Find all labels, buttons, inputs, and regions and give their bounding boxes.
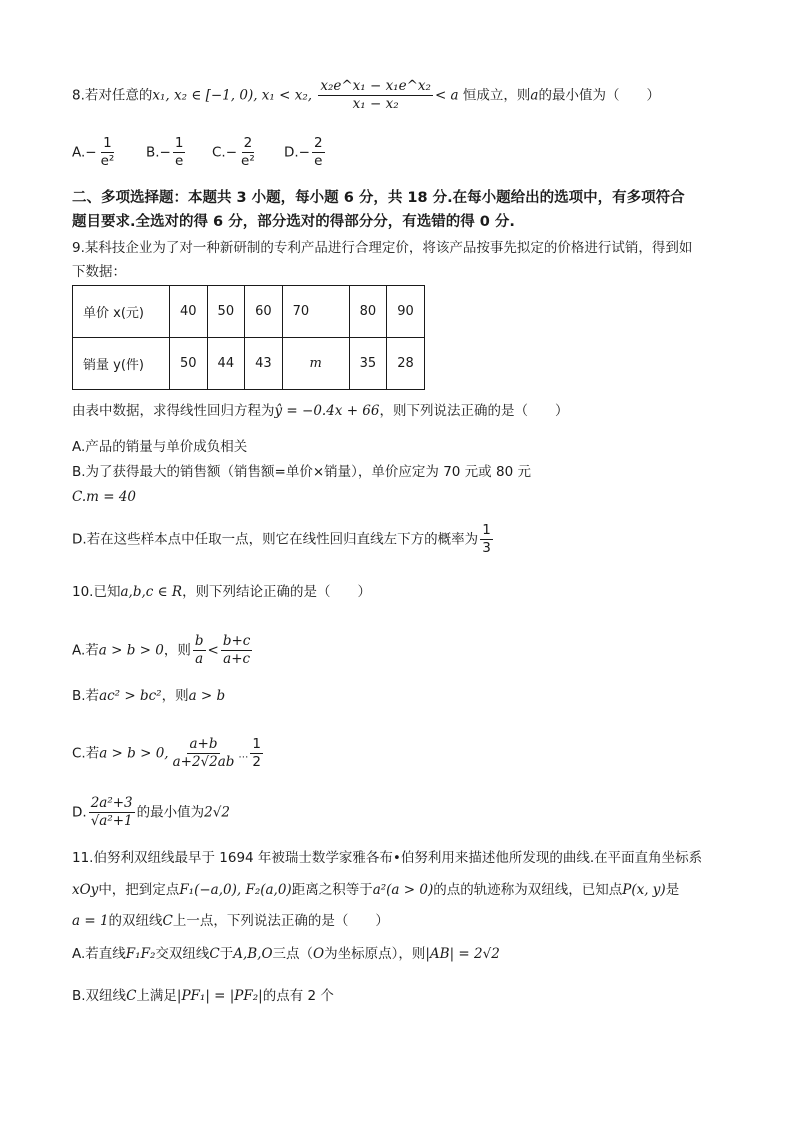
q10-option-d-post: 的最小值为: [136, 804, 205, 821]
q8-option-d: [284, 135, 327, 170]
q10-option-a: [72, 633, 254, 668]
q10-option-b-pre: B.若: [72, 688, 100, 704]
q9-option-d: [72, 522, 495, 557]
q8-stem-end: 的最小值为（ ）: [538, 87, 660, 104]
q8-frac-den: x₁ − x₂: [352, 96, 399, 112]
q11-option-a-c: C: [209, 946, 220, 962]
q8-option-b-num: 1: [174, 135, 184, 151]
q11-option-b: [72, 986, 334, 1006]
q8-option-b-label: B.−: [146, 144, 171, 161]
q11-option-a-res: |AB| = 2√2: [425, 946, 500, 962]
q10-option-c-rnum: 1: [252, 736, 262, 752]
table-cell: 50: [207, 286, 245, 338]
q11-option-a-mid2: 于: [219, 946, 234, 962]
q8-option-d-label: D.−: [284, 144, 310, 161]
q8-stem: [72, 78, 660, 113]
q10-option-a-lt: <: [207, 642, 219, 659]
q8-option-d-den: e: [314, 153, 323, 169]
q8-option-c-label: C.−: [212, 144, 238, 161]
table-cell: 40: [170, 286, 208, 338]
q11-line3-d: 上一点，下列说法正确的是（ ）: [172, 913, 389, 929]
q11-option-b-mid: 上满足: [136, 988, 177, 1004]
table-cell: 90: [387, 286, 425, 338]
q10-option-d-frac: [89, 795, 135, 830]
table-cell: m: [282, 338, 349, 390]
q10-option-a-cond: a > b > 0: [98, 642, 164, 659]
q8-var-a: a: [530, 87, 539, 104]
q9-equation: ŷ = −0.4x + 66: [274, 403, 380, 419]
q11-option-a-points: A,B,O: [233, 946, 273, 962]
q8-option-b: [146, 135, 187, 170]
q10-option-a-f2-num: b+c: [222, 633, 251, 649]
q9-option-a: A.产品的销量与单价成负相关: [72, 439, 248, 455]
q10-option-a-f1-num: b: [194, 633, 204, 649]
q8-option-a: [72, 135, 118, 170]
q11-option-a-pre: A.若直线: [72, 946, 126, 962]
table-row-label: 销量 y(件): [73, 338, 170, 390]
q10-option-c-rden: 2: [252, 754, 262, 770]
q11-line2-foci: F₁(−a,0), F₂(a,0): [179, 882, 292, 898]
q8-option-d-frac: [312, 135, 325, 170]
q10-option-c-num: a+b: [189, 736, 218, 752]
q9-option-d-frac: [480, 522, 493, 557]
q11-stem-line2: [72, 880, 679, 900]
q11-line3-a: a = 1: [72, 913, 109, 929]
q8-option-a-num: 1: [103, 135, 112, 151]
q11-option-a-mid: 交双纽线: [155, 946, 210, 962]
table-cell: 43: [245, 338, 283, 390]
q11-option-b-eq: |PF₁| = |PF₂|: [176, 988, 263, 1004]
q11-line2-c: 距离之积等于: [291, 882, 373, 898]
q8-frac-num: x₂e^x₁ − x₁e^x₂: [320, 78, 431, 94]
q9-stem-line2: 下数据：: [72, 264, 126, 280]
q8-option-a-den: e²: [100, 153, 115, 169]
q8-option-a-label: A.−: [72, 144, 97, 161]
q11-option-a-mid3: 三点（: [272, 946, 314, 962]
q9-stem-regression: [72, 401, 569, 421]
q11-option-a: [72, 944, 500, 964]
q10-option-b-mid: ，则: [161, 688, 189, 704]
q8-option-d-num: 2: [314, 135, 323, 151]
q8-stem-pre: 8.若对任意的: [72, 87, 153, 104]
q10-option-a-f2-den: a+c: [223, 651, 251, 667]
q11-option-a-o: O: [313, 946, 325, 962]
q10-option-c-cond: a > b > 0,: [99, 745, 169, 762]
q11-stem-line1: 11.伯努利双纽线最早于 1694 年被瑞士数学家雅各布•伯努利用来描述他所发现的曲线.在平面直角坐标系: [72, 850, 703, 866]
section2-heading-line1: 二、多项选择题：本题共 3 小题，每小题 6 分，共 18 分.在每小题给出的选项中，有多项符合: [72, 190, 685, 206]
q11-line3-c: C: [162, 913, 173, 929]
q11-line2-g: 是: [665, 882, 680, 898]
q10-option-a-frac2: [221, 633, 253, 668]
table-row-label: 单价 x(元): [73, 286, 170, 338]
table-row: [73, 286, 425, 338]
q10-stem: [72, 582, 371, 602]
table-cell: 35: [349, 338, 387, 390]
q9-option-c: C.m = 40: [72, 489, 137, 505]
q11-option-b-pre: B.双纽线: [72, 988, 127, 1004]
q10-option-a-pre: A.若: [72, 642, 99, 659]
q11-line3-b: 的双纽线: [108, 913, 163, 929]
table-cell: 28: [387, 338, 425, 390]
q8-option-c-den: e²: [241, 153, 255, 169]
table-cell: 60: [245, 286, 283, 338]
q9-option-b: B.为了获得最大的销售额（销售额=单价×销量），单价应定为 70 元或 80 元: [72, 464, 531, 480]
q10-option-a-f1-den: a: [195, 651, 204, 667]
q9-option-d-text: D.若在这些样本点中任取一点，则它在线性回归直线左下方的概率为: [72, 531, 479, 548]
q10-option-c-pre: C.若: [72, 745, 100, 762]
q9-stem-line1: 9.某科技企业为了对一种新研制的专利产品进行合理定价，将该产品按事先拟定的价格进行试销，得到如: [72, 240, 693, 256]
q10-vars: a,b,c ∈ R: [120, 584, 183, 600]
q11-option-a-mid4: 为坐标原点），则: [324, 946, 426, 962]
q8-cond1: x₁, x₂ ∈ [−1, 0), x₁ < x₂,: [152, 87, 313, 104]
q10-stem-post: ，则下列结论正确的是（ ）: [182, 584, 372, 600]
q9-data-table: [72, 285, 425, 390]
q11-line2-b: 中，把到定点: [98, 882, 180, 898]
table-cell: 80: [349, 286, 387, 338]
q10-option-a-mid: ，则: [163, 642, 191, 659]
q11-option-b-post: 的点有 2 个: [262, 988, 334, 1004]
q10-option-d: [72, 795, 230, 830]
q9-option-d-den: 3: [482, 540, 491, 556]
q8-option-c-num: 2: [243, 135, 253, 151]
q10-option-d-num: 2a²+3: [90, 795, 133, 811]
q10-option-c-frac: [171, 736, 237, 771]
q10-option-d-pre: D.: [72, 804, 87, 821]
section2-heading-line2: 题目要求.全选对的得 6 分，部分选对的得部分分，有选错的得 0 分.: [72, 214, 515, 230]
q10-option-d-val: 2√2: [204, 804, 230, 821]
q10-option-b: [72, 686, 225, 706]
q11-line2-a: xOy: [72, 882, 99, 898]
q10-option-c-rfrac: [250, 736, 263, 771]
q10-option-d-den: √a²+1: [90, 813, 133, 829]
q11-option-b-c: C: [126, 988, 137, 1004]
q9-option-d-num: 1: [482, 522, 491, 538]
table-cell: 50: [170, 338, 208, 390]
q10-option-a-frac1: [193, 633, 206, 668]
q10-option-b-cond: ac² > bc²: [99, 688, 162, 704]
table-cell: 70: [282, 286, 349, 338]
q11-stem-line3: [72, 911, 389, 931]
q10-stem-pre: 10.已知: [72, 584, 121, 600]
q10-option-c: [72, 736, 265, 771]
q8-option-c: [212, 135, 259, 170]
q11-option-a-line: F₁F₂: [125, 946, 156, 962]
q8-option-c-frac: [239, 135, 257, 170]
q9-stem-post: ，则下列说法正确的是（ ）: [379, 403, 569, 419]
q8-fraction: [318, 78, 433, 113]
q11-line2-d: a²(a > 0): [372, 882, 434, 898]
q10-option-c-rel: …: [238, 749, 249, 761]
q11-line2-point: P(x, y): [622, 882, 666, 898]
q8-option-a-frac: [99, 135, 117, 170]
q9-stem-pre: 由表中数据，求得线性回归方程为: [72, 403, 275, 419]
q8-stem-post: 恒成立，则: [462, 87, 531, 104]
q8-option-b-den: e: [175, 153, 184, 169]
q10-option-b-res: a > b: [188, 688, 226, 704]
q8-option-b-frac: [173, 135, 186, 170]
q11-line2-e: 的点的轨迹称为双纽线，已知点: [433, 882, 623, 898]
q8-cond2: < a: [434, 87, 459, 104]
table-cell: 44: [207, 338, 245, 390]
q10-option-c-den: a+2√2ab: [172, 754, 235, 770]
table-row: [73, 338, 425, 390]
